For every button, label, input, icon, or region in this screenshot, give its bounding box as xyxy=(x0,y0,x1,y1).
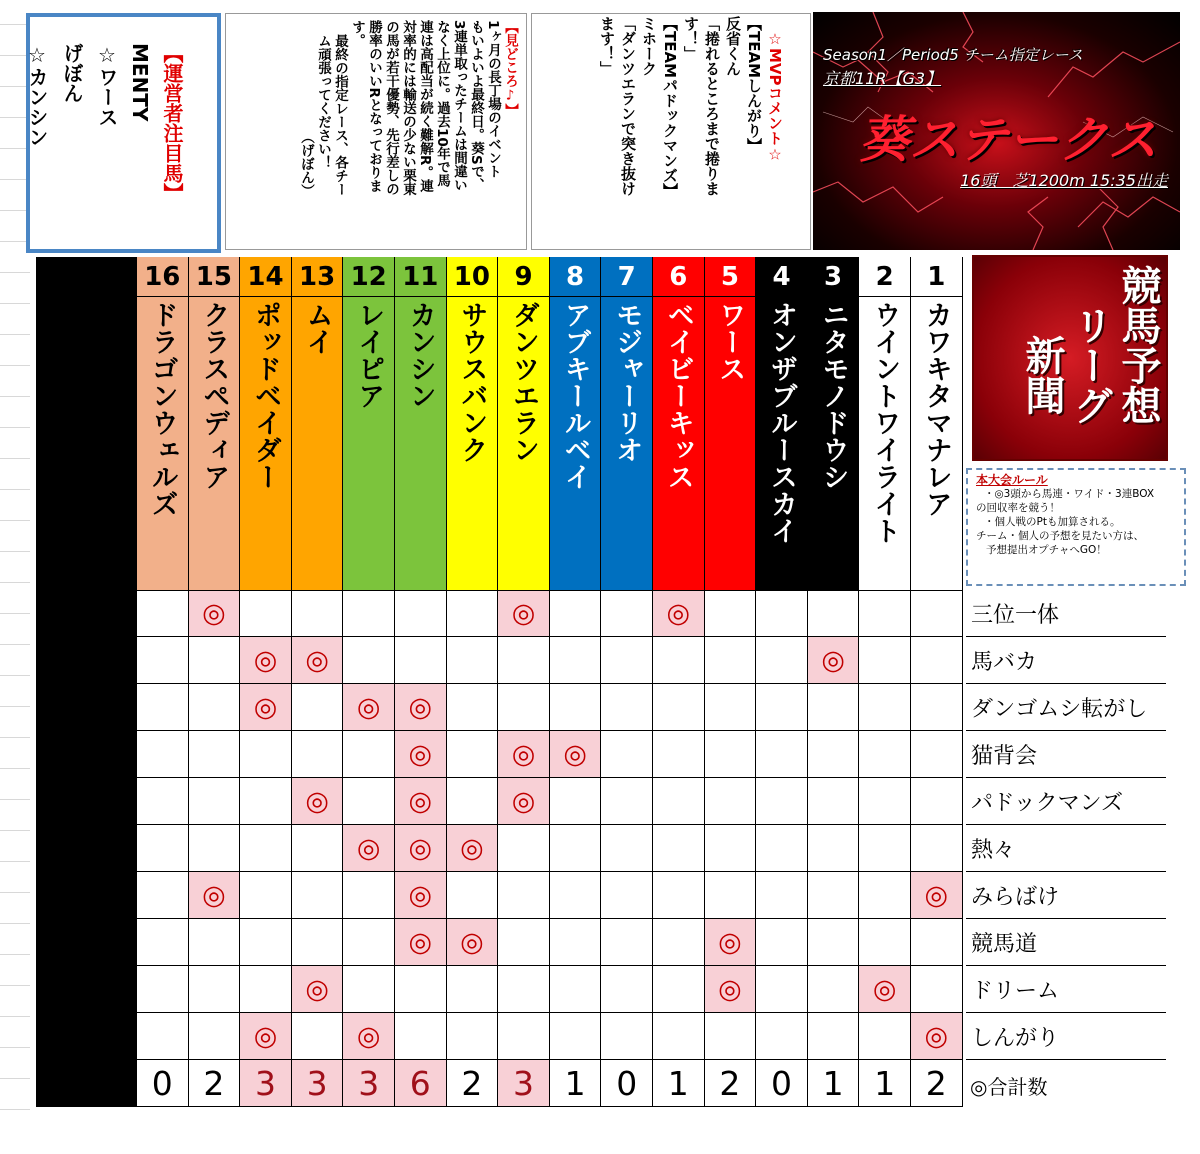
highlight-line: 勝率のいいRとなっておりま xyxy=(366,20,382,193)
horse-name: カワキタマナレア xyxy=(920,301,952,517)
pick-mark: ◎ xyxy=(343,1013,395,1060)
horse-number: 8 xyxy=(550,257,601,297)
mvp-line: す！」 xyxy=(682,16,700,61)
horse-column-header xyxy=(189,257,241,590)
pick-mark: ◎ xyxy=(189,872,241,919)
horse-column-header xyxy=(653,257,705,590)
total-count: 0 xyxy=(601,1060,653,1106)
horse-column-header xyxy=(447,257,499,590)
league-logo xyxy=(972,255,1168,461)
pick-mark: ◎ xyxy=(447,919,499,966)
horse-name: クラスペディア xyxy=(198,301,230,490)
rules-line-5: 予想提出オプチャへGO！ xyxy=(986,544,1107,556)
pick-mark: ◎ xyxy=(395,919,447,966)
mvp-line: 【TEAMパドックマンズ】 xyxy=(661,16,679,199)
horse-number: 7 xyxy=(601,257,652,297)
total-count: 2 xyxy=(447,1060,499,1106)
team-name: しんがり xyxy=(966,1013,1166,1060)
pick-mark: ◎ xyxy=(292,966,344,1013)
horse-column-header xyxy=(601,257,653,590)
pick-mark: ◎ xyxy=(343,684,395,731)
pick-mark: ◎ xyxy=(189,590,241,637)
pick-mark: ◎ xyxy=(911,1013,963,1060)
pick-mark: ◎ xyxy=(498,731,550,778)
mvp-line: ミホーク xyxy=(640,16,658,76)
horse-number: 4 xyxy=(756,257,807,297)
horse-name: ムイ xyxy=(301,301,333,355)
total-count: 2 xyxy=(189,1060,241,1106)
highlight-box xyxy=(225,13,527,250)
horse-column-header xyxy=(911,257,963,590)
horse-number: 1 xyxy=(911,257,962,297)
admin-pick-2: ☆ワース xyxy=(95,43,119,127)
mvp-line: ます！」 xyxy=(598,16,616,76)
pick-mark: ◎ xyxy=(705,966,757,1013)
horse-name: ポッドベイダー xyxy=(249,301,281,490)
pick-mark: ◎ xyxy=(705,919,757,966)
total-count: 1 xyxy=(859,1060,911,1106)
total-count: 2 xyxy=(705,1060,757,1106)
total-count: 1 xyxy=(550,1060,602,1106)
rules-line-2: の回収率を競う！ xyxy=(976,502,1060,514)
horse-column-header xyxy=(498,257,550,590)
pick-mark: ◎ xyxy=(498,778,550,825)
pick-mark: ◎ xyxy=(447,825,499,872)
highlight-line: 3連単取ったチームは間違い xyxy=(451,20,467,192)
total-count: 6 xyxy=(395,1060,447,1106)
totals-label: ◎合計数 xyxy=(970,1074,1048,1099)
total-count: 3 xyxy=(240,1060,292,1106)
pick-mark: ◎ xyxy=(808,637,860,684)
team-name: パドックマンズ xyxy=(966,778,1166,825)
grid-border xyxy=(137,590,963,1107)
total-count: 3 xyxy=(292,1060,344,1106)
horse-column-header xyxy=(859,257,911,590)
mvp-line: 「捲れるところまで捲りま xyxy=(703,16,721,196)
highlight-title: 【見どころ♪】 xyxy=(502,20,518,117)
logo-line-2: リーグ xyxy=(1067,305,1113,425)
total-count: 0 xyxy=(756,1060,808,1106)
horse-column-header xyxy=(240,257,292,590)
horse-number: 15 xyxy=(189,257,240,297)
horse-number: 2 xyxy=(859,257,910,297)
pick-mark: ◎ xyxy=(395,825,447,872)
pick-mark: ◎ xyxy=(240,637,292,684)
team-name: 熱々 xyxy=(966,825,1166,872)
team-name: ダンゴムシ転がし xyxy=(966,684,1166,731)
pick-mark: ◎ xyxy=(240,684,292,731)
horse-column-header xyxy=(292,257,344,590)
rules-title: 本大会ルール xyxy=(976,473,1048,487)
rules-box xyxy=(966,468,1186,586)
horse-name: カンシン xyxy=(404,301,436,409)
horse-column-header xyxy=(343,257,395,590)
pick-mark: ◎ xyxy=(911,872,963,919)
banner-race: 京都11R【G3】 xyxy=(823,69,942,88)
horse-name: アブキールベイ xyxy=(559,301,591,490)
pick-mark: ◎ xyxy=(395,684,447,731)
horse-name: モジャーリオ xyxy=(611,301,643,463)
highlight-line: もいよいよ最終日。葵Sで、 xyxy=(468,20,484,192)
horse-number: 9 xyxy=(498,257,549,297)
horse-column-header xyxy=(137,257,189,590)
pick-mark: ◎ xyxy=(498,590,550,637)
horse-number: 13 xyxy=(292,257,343,297)
highlight-line: （げぼん） xyxy=(298,130,314,198)
pick-mark: ◎ xyxy=(240,1013,292,1060)
admin-picks-box xyxy=(26,13,221,253)
pick-mark: ◎ xyxy=(292,778,344,825)
highlight-line: なく上位に。過去10年で馬 xyxy=(434,20,450,188)
mvp-comment-box xyxy=(531,13,811,250)
horse-column-header xyxy=(705,257,757,590)
team-name: ドリーム xyxy=(966,966,1166,1013)
horse-number: 11 xyxy=(395,257,446,297)
pick-mark: ◎ xyxy=(395,778,447,825)
horse-name: レイピア xyxy=(353,301,385,409)
horse-column-header xyxy=(395,257,447,590)
banner-race-name: 葵ステークス xyxy=(859,111,1158,169)
rules-line-4: チーム・個人の予想を見たい方は、 xyxy=(976,530,1144,542)
horse-number: 16 xyxy=(137,257,188,297)
horse-name: ニタモノドウシ xyxy=(817,301,849,490)
banner-season: Season1／Period5 チーム指定レース xyxy=(823,46,1083,64)
pick-mark: ◎ xyxy=(395,731,447,778)
team-name: みらばけ xyxy=(966,872,1166,919)
left-black-bar xyxy=(36,257,137,1107)
horse-number: 3 xyxy=(808,257,859,297)
horse-number: 12 xyxy=(343,257,394,297)
rules-line-1: ・◎3頭から馬連・ワイド・3連BOX xyxy=(984,488,1155,500)
total-count: 2 xyxy=(911,1060,963,1106)
highlight-line: 連は高配当が続く難解R。連 xyxy=(417,20,433,193)
team-name: 猫背会 xyxy=(966,731,1166,778)
horse-number: 14 xyxy=(240,257,291,297)
total-count: 0 xyxy=(137,1060,189,1106)
total-count: 3 xyxy=(498,1060,550,1106)
horse-name: サウスバンク xyxy=(456,301,488,463)
horse-column-header xyxy=(550,257,602,590)
highlight-line: ム頑張ってください！ xyxy=(315,34,331,169)
team-name: 競馬道 xyxy=(966,919,1166,966)
admin-pick-1: MENTY xyxy=(128,43,152,122)
team-name: 三位一体 xyxy=(966,590,1166,637)
race-banner xyxy=(813,12,1180,250)
horse-column-header xyxy=(756,257,808,590)
horse-name: オンザブルースカイ xyxy=(765,301,797,544)
admin-picks-title: 【運営者注目馬】 xyxy=(160,43,184,203)
mvp-line: 反省くん xyxy=(724,16,742,76)
horse-name: ドラゴンウェルズ xyxy=(146,301,178,517)
highlight-line: 最終の指定レース、各チー xyxy=(332,34,348,196)
logo-line-1: 競馬予想 xyxy=(1115,265,1161,425)
total-count: 1 xyxy=(808,1060,860,1106)
banner-race-info: 16頭 芝1200m 15:35出走 xyxy=(960,171,1168,190)
horse-number: 5 xyxy=(705,257,756,297)
highlight-line: の馬が若干優勢、先行差しの xyxy=(383,20,399,196)
team-name: 馬バカ xyxy=(966,637,1166,684)
mvp-line: 【TEAMしんがり】 xyxy=(745,16,763,154)
pick-mark: ◎ xyxy=(292,637,344,684)
rules-line-3: ・個人戦のPtも加算される。 xyxy=(984,516,1121,528)
mvp-title: ☆MVPコメント☆ xyxy=(766,30,784,164)
total-count: 1 xyxy=(653,1060,705,1106)
horse-name: ベイビーキッス xyxy=(662,301,694,490)
pick-mark: ◎ xyxy=(343,825,395,872)
horse-column-header xyxy=(808,257,860,590)
pick-mark: ◎ xyxy=(859,966,911,1013)
admin-pick-3: げぼん xyxy=(60,43,84,103)
mvp-line: 「ダンツエランで突き抜け xyxy=(619,16,637,196)
horse-name: ウイントワイライト xyxy=(869,301,901,544)
highlight-line: 対率的には輸送の少ない栗東 xyxy=(400,20,416,196)
highlight-line: 1ヶ月の長丁場のイベント xyxy=(485,20,501,178)
total-count: 3 xyxy=(343,1060,395,1106)
pick-mark: ◎ xyxy=(653,590,705,637)
horse-number: 6 xyxy=(653,257,704,297)
horse-name: ダンツエラン xyxy=(507,301,539,463)
pick-mark: ◎ xyxy=(550,731,602,778)
horse-name: ワース xyxy=(714,301,746,382)
pick-mark: ◎ xyxy=(395,872,447,919)
logo-line-3: 新聞 xyxy=(1019,335,1065,415)
highlight-line: す。 xyxy=(349,20,365,47)
horse-number: 10 xyxy=(447,257,498,297)
admin-pick-4: ☆カンシン xyxy=(25,43,49,147)
